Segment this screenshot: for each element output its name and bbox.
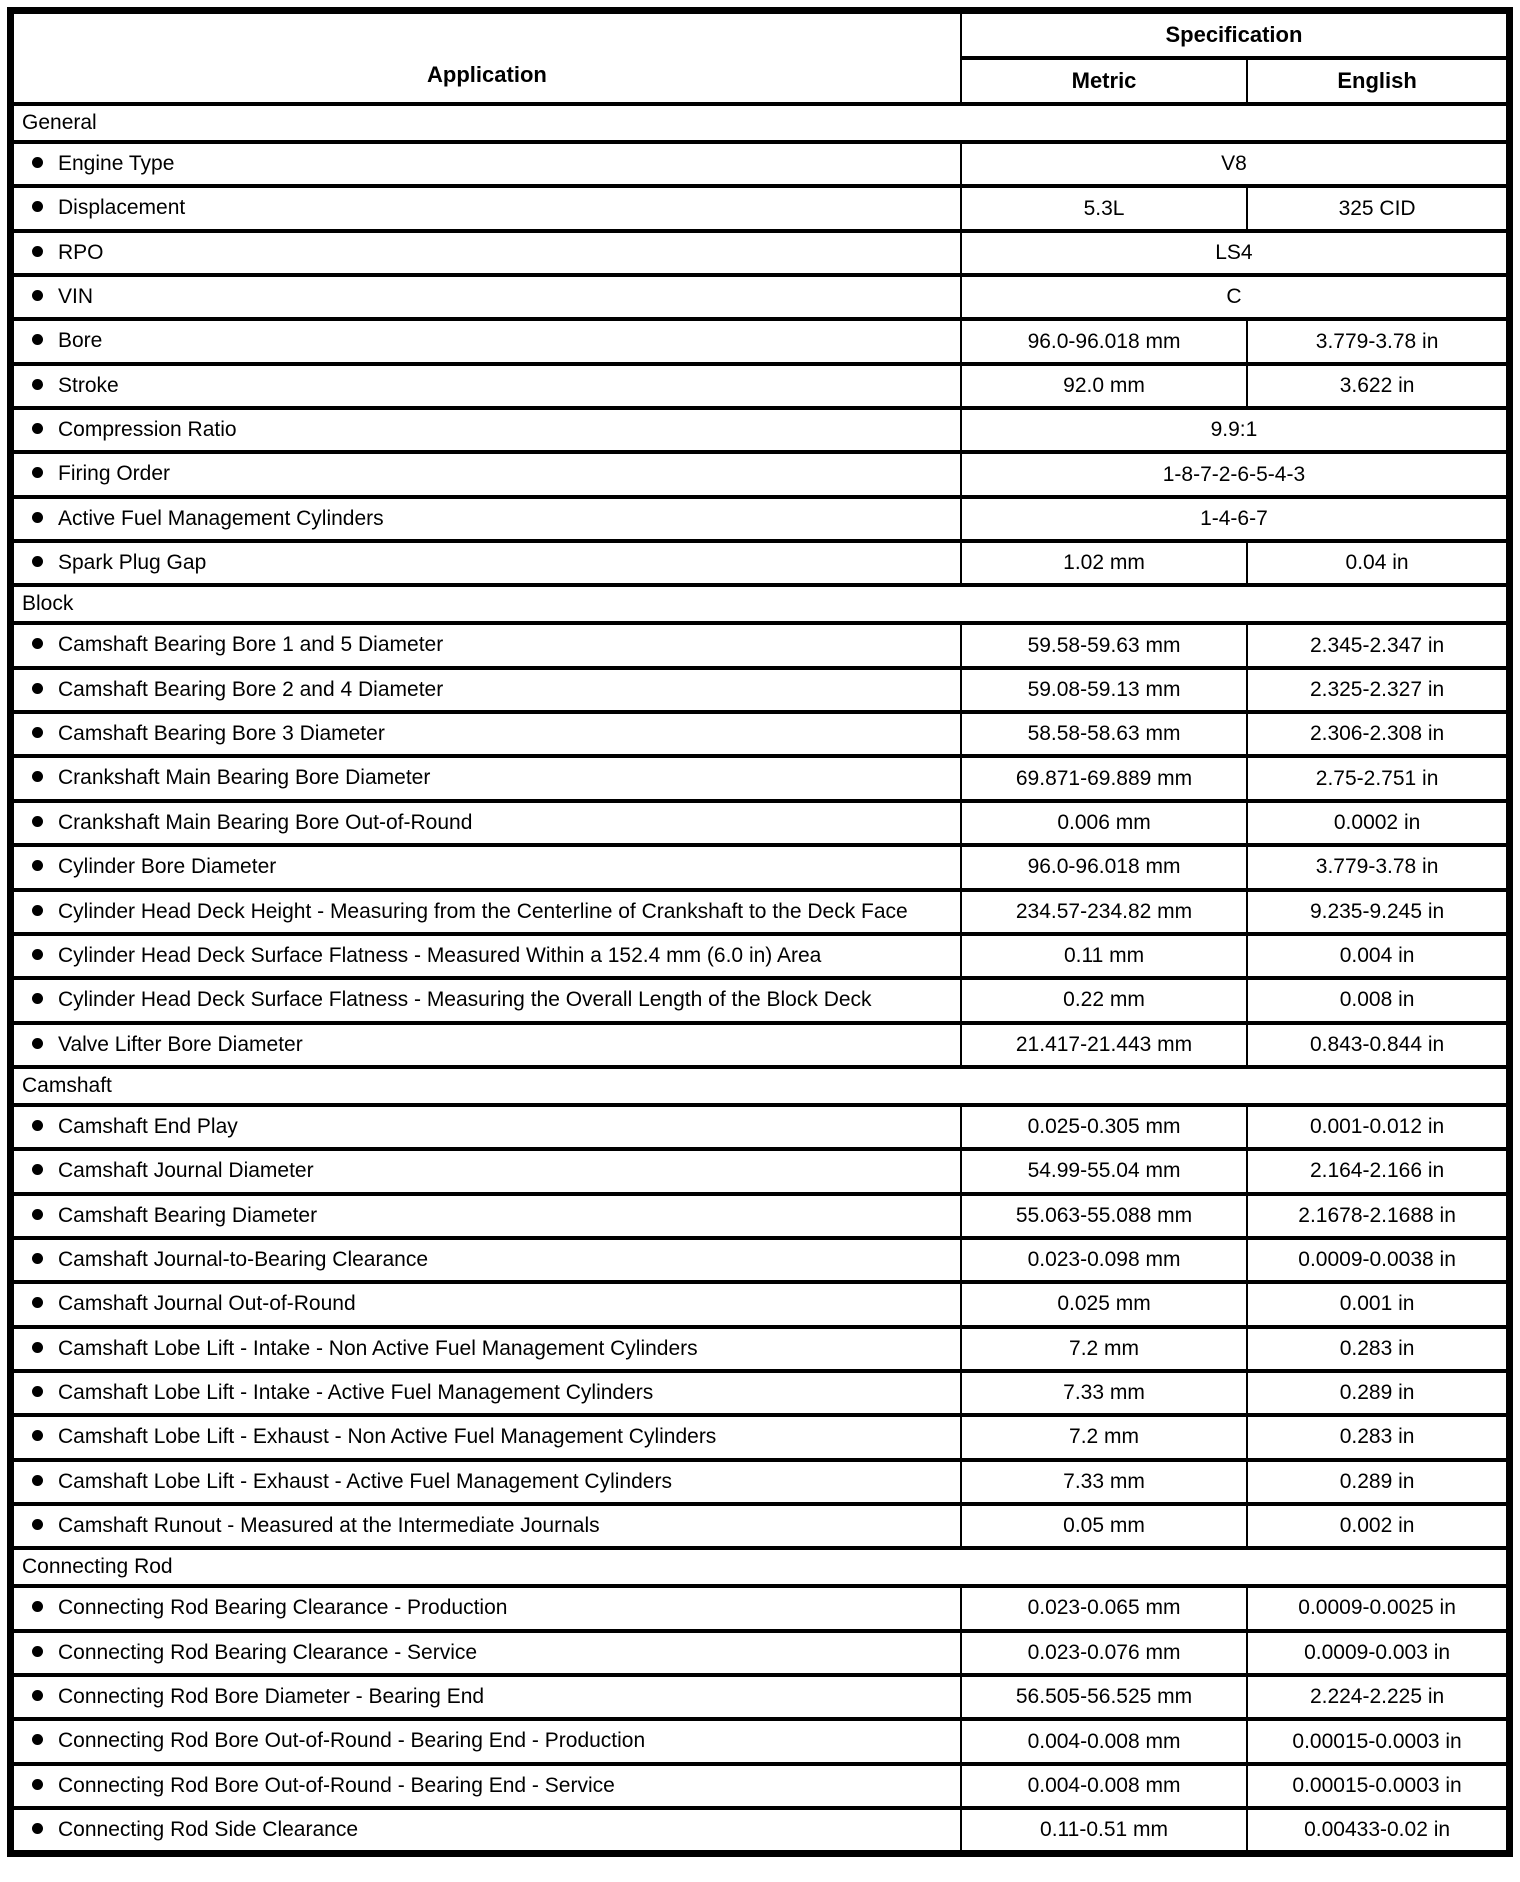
application-label: Cylinder Head Deck Surface Flatness - Measuring the Overall Length of the Block Deck: [58, 988, 872, 1012]
table-row: [11, 408, 1510, 452]
bullet-icon: [32, 1342, 43, 1353]
table-row: [11, 623, 1510, 667]
metric-value: 0.11-0.51 mm: [961, 1808, 1247, 1854]
table-row: [11, 142, 1510, 186]
specification-column-header: Specification: [961, 11, 1510, 59]
english-value: 0.289 in: [1247, 1371, 1509, 1415]
bullet-icon: [32, 467, 43, 478]
application-cell: [11, 845, 961, 889]
metric-value: 59.08-59.13 mm: [961, 668, 1247, 712]
section-row: [11, 1067, 1510, 1105]
application-cell: [11, 319, 961, 363]
application-cell: [11, 756, 961, 800]
english-column-header: English: [1247, 58, 1509, 104]
metric-value: 96.0-96.018 mm: [961, 845, 1247, 889]
application-label: Camshaft Lobe Lift - Intake - Active Fuel Management Cylinders: [58, 1380, 654, 1404]
bullet-icon: [32, 1690, 43, 1701]
table-row: [11, 541, 1510, 585]
metric-value: 0.023-0.065 mm: [961, 1586, 1247, 1630]
application-cell: [11, 186, 961, 230]
table-row: [11, 1808, 1510, 1854]
table-row: [11, 452, 1510, 496]
application-cell: [11, 452, 961, 496]
spec-value-combined: 1-4-6-7: [961, 497, 1510, 541]
metric-value: 56.505-56.525 mm: [961, 1675, 1247, 1719]
bullet-icon: [32, 727, 43, 738]
application-label: Compression Ratio: [58, 418, 237, 442]
metric-value: 0.05 mm: [961, 1504, 1247, 1548]
section-title: Connecting Rod: [11, 1548, 1510, 1586]
bullet-icon: [32, 157, 43, 168]
english-value: 0.00015-0.0003 in: [1247, 1764, 1509, 1808]
application-label: Spark Plug Gap: [58, 551, 207, 575]
bullet-icon: [32, 201, 43, 212]
metric-value: 21.417-21.443 mm: [961, 1023, 1247, 1067]
metric-value: 0.004-0.008 mm: [961, 1719, 1247, 1763]
bullet-icon: [32, 683, 43, 694]
application-label: Connecting Rod Bore Out-of-Round - Bearing End - Production: [58, 1729, 646, 1753]
table-row: [11, 1460, 1510, 1504]
application-cell: [11, 364, 961, 408]
table-row: [11, 1415, 1510, 1459]
application-label: Camshaft Bearing Bore 1 and 5 Diameter: [58, 633, 444, 657]
english-value: 0.04 in: [1247, 541, 1509, 585]
bullet-icon: [32, 1253, 43, 1264]
table-row: [11, 1371, 1510, 1415]
table-row: [11, 1023, 1510, 1067]
spec-value-combined: 1-8-7-2-6-5-4-3: [961, 452, 1510, 496]
engine-spec-table: [7, 7, 1513, 1857]
english-value: 3.779-3.78 in: [1247, 319, 1509, 363]
english-value: 0.283 in: [1247, 1415, 1509, 1459]
application-label: Camshaft Journal-to-Bearing Clearance: [58, 1247, 429, 1271]
application-cell: [11, 1460, 961, 1504]
bullet-icon: [32, 379, 43, 390]
table-row: [11, 1238, 1510, 1282]
english-value: 3.779-3.78 in: [1247, 845, 1509, 889]
table-row: [11, 186, 1510, 230]
section-row: [11, 104, 1510, 142]
metric-value: 0.004-0.008 mm: [961, 1764, 1247, 1808]
application-cell: [11, 1371, 961, 1415]
english-value: 0.289 in: [1247, 1460, 1509, 1504]
metric-value: 234.57-234.82 mm: [961, 890, 1247, 934]
application-cell: [11, 668, 961, 712]
metric-value: 0.025 mm: [961, 1282, 1247, 1326]
table-row: [11, 1504, 1510, 1548]
table-row: [11, 364, 1510, 408]
metric-value: 0.023-0.098 mm: [961, 1238, 1247, 1282]
bullet-icon: [32, 1164, 43, 1175]
application-label: Camshaft Lobe Lift - Intake - Non Active Fuel Management Cylinders: [58, 1336, 698, 1360]
english-value: 2.345-2.347 in: [1247, 623, 1509, 667]
application-cell: [11, 497, 961, 541]
table-row: [11, 756, 1510, 800]
application-cell: [11, 142, 961, 186]
english-value: 0.00433-0.02 in: [1247, 1808, 1509, 1854]
table-row: [11, 1105, 1510, 1149]
table-row: [11, 845, 1510, 889]
english-value: 0.001-0.012 in: [1247, 1105, 1509, 1149]
table-row: [11, 1282, 1510, 1326]
bullet-icon: [32, 1519, 43, 1530]
section-title: General: [11, 104, 1510, 142]
metric-value: 7.33 mm: [961, 1460, 1247, 1504]
application-cell: [11, 1238, 961, 1282]
bullet-icon: [32, 816, 43, 827]
application-cell: [11, 712, 961, 756]
bullet-icon: [32, 290, 43, 301]
application-label: Camshaft Lobe Lift - Exhaust - Active Fuel Management Cylinders: [58, 1469, 672, 1493]
bullet-icon: [32, 1601, 43, 1612]
bullet-icon: [32, 949, 43, 960]
application-label: Cylinder Head Deck Surface Flatness - Measured Within a 152.4 mm (6.0 in) Area: [58, 943, 822, 967]
metric-value: 58.58-58.63 mm: [961, 712, 1247, 756]
section-title: Block: [11, 585, 1510, 623]
application-label: Camshaft Runout - Measured at the Intermediate Journals: [58, 1513, 600, 1537]
application-cell: [11, 1675, 961, 1719]
metric-value: 96.0-96.018 mm: [961, 319, 1247, 363]
header-row-1: [11, 11, 1510, 59]
application-label: Connecting Rod Bore Out-of-Round - Bearing End - Service: [58, 1773, 615, 1797]
application-cell: [11, 1504, 961, 1548]
section-title: Camshaft: [11, 1067, 1510, 1105]
application-cell: [11, 1808, 961, 1854]
table-row: [11, 319, 1510, 363]
spec-value-combined: LS4: [961, 231, 1510, 275]
metric-value: 0.11 mm: [961, 934, 1247, 978]
application-label: Valve Lifter Bore Diameter: [58, 1032, 303, 1056]
english-value: 2.306-2.308 in: [1247, 712, 1509, 756]
application-cell: [11, 1282, 961, 1326]
english-value: 3.622 in: [1247, 364, 1509, 408]
english-value: 0.0009-0.003 in: [1247, 1631, 1509, 1675]
application-label: Crankshaft Main Bearing Bore Diameter: [58, 766, 431, 790]
english-value: 0.002 in: [1247, 1504, 1509, 1548]
table-row: [11, 1719, 1510, 1763]
application-cell: [11, 934, 961, 978]
table-row: [11, 1149, 1510, 1193]
bullet-icon: [32, 771, 43, 782]
bullet-icon: [32, 993, 43, 1004]
application-label: Bore: [58, 329, 103, 353]
application-label: Cylinder Bore Diameter: [58, 855, 277, 879]
application-label: Camshaft Bearing Diameter: [58, 1203, 318, 1227]
table-row: [11, 890, 1510, 934]
english-value: 0.0002 in: [1247, 801, 1509, 845]
metric-value: 0.22 mm: [961, 978, 1247, 1022]
application-label: Stroke: [58, 373, 119, 397]
spec-value-combined: 9.9:1: [961, 408, 1510, 452]
english-value: 0.0009-0.0038 in: [1247, 1238, 1509, 1282]
table-row: [11, 668, 1510, 712]
bullet-icon: [32, 246, 43, 257]
application-cell: [11, 1194, 961, 1238]
application-label: Cylinder Head Deck Height - Measuring from the Centerline of Crankshaft to the Deck Face: [58, 899, 908, 923]
metric-value: 54.99-55.04 mm: [961, 1149, 1247, 1193]
application-label: RPO: [58, 240, 104, 264]
application-cell: [11, 1586, 961, 1630]
english-value: 2.164-2.166 in: [1247, 1149, 1509, 1193]
metric-value: 0.023-0.076 mm: [961, 1631, 1247, 1675]
metric-value: 7.2 mm: [961, 1415, 1247, 1459]
table-row: [11, 934, 1510, 978]
application-cell: [11, 1105, 961, 1149]
application-cell: [11, 801, 961, 845]
application-label: Connecting Rod Bore Diameter - Bearing End: [58, 1685, 485, 1708]
metric-value: 1.02 mm: [961, 541, 1247, 585]
english-value: 2.224-2.225 in: [1247, 1675, 1509, 1719]
metric-value: 0.025-0.305 mm: [961, 1105, 1247, 1149]
application-cell: [11, 231, 961, 275]
bullet-icon: [32, 1646, 43, 1657]
metric-value: 0.006 mm: [961, 801, 1247, 845]
application-cell: [11, 1719, 961, 1763]
bullet-icon: [32, 1823, 43, 1834]
english-value: 0.843-0.844 in: [1247, 1023, 1509, 1067]
metric-value: 7.2 mm: [961, 1327, 1247, 1371]
table-row: [11, 1194, 1510, 1238]
metric-value: 69.871-69.889 mm: [961, 756, 1247, 800]
table-row: [11, 275, 1510, 319]
application-label: Connecting Rod Bearing Clearance - Service: [58, 1640, 478, 1664]
application-cell: [11, 1023, 961, 1067]
bullet-icon: [32, 1734, 43, 1745]
application-label: Camshaft Bearing Bore 2 and 4 Diameter: [58, 677, 444, 701]
metric-value: 5.3L: [961, 186, 1247, 230]
spec-value-combined: V8: [961, 142, 1510, 186]
application-column-header: Application: [11, 11, 961, 105]
table-row: [11, 1764, 1510, 1808]
application-label: Connecting Rod Side Clearance: [58, 1818, 359, 1842]
bullet-icon: [32, 905, 43, 916]
application-cell: [11, 978, 961, 1022]
application-label: Crankshaft Main Bearing Bore Out-of-Round: [58, 810, 473, 834]
section-row: [11, 1548, 1510, 1586]
bullet-icon: [32, 556, 43, 567]
bullet-icon: [32, 1038, 43, 1049]
metric-column-header: Metric: [961, 58, 1247, 104]
table-row: [11, 712, 1510, 756]
table-row: [11, 1675, 1510, 1719]
application-label: Displacement: [58, 196, 186, 220]
english-value: 0.0009-0.0025 in: [1247, 1586, 1509, 1630]
bullet-icon: [32, 1779, 43, 1790]
english-value: 9.235-9.245 in: [1247, 890, 1509, 934]
table-row: [11, 1586, 1510, 1630]
application-label: Camshaft Journal Out-of-Round: [58, 1292, 356, 1316]
bullet-icon: [32, 1297, 43, 1308]
table-row: [11, 1327, 1510, 1371]
metric-value: 7.33 mm: [961, 1371, 1247, 1415]
application-label: Camshaft Lobe Lift - Exhaust - Non Active Fuel Management Cylinders: [58, 1425, 717, 1449]
application-cell: [11, 623, 961, 667]
application-label: Camshaft Bearing Bore 3 Diameter: [58, 722, 385, 746]
bullet-icon: [32, 423, 43, 434]
spec-value-combined: C: [961, 275, 1510, 319]
application-label: Firing Order: [58, 462, 171, 486]
section-row: [11, 585, 1510, 623]
table-row: [11, 497, 1510, 541]
application-cell: [11, 275, 961, 319]
application-label: Camshaft Journal Diameter: [58, 1159, 314, 1183]
english-value: 0.004 in: [1247, 934, 1509, 978]
application-cell: [11, 408, 961, 452]
application-label: Connecting Rod Bearing Clearance - Production: [58, 1596, 508, 1620]
bullet-icon: [32, 1209, 43, 1220]
application-cell: [11, 1631, 961, 1675]
english-value: 0.283 in: [1247, 1327, 1509, 1371]
table-row: [11, 1631, 1510, 1675]
metric-value: 59.58-59.63 mm: [961, 623, 1247, 667]
table-row: [11, 231, 1510, 275]
application-label: Camshaft End Play: [58, 1114, 238, 1138]
english-value: 2.75-2.751 in: [1247, 756, 1509, 800]
bullet-icon: [32, 1430, 43, 1441]
metric-value: 92.0 mm: [961, 364, 1247, 408]
table-row: [11, 801, 1510, 845]
application-cell: [11, 1327, 961, 1371]
bullet-icon: [32, 512, 43, 523]
spec-table-body: [11, 104, 1510, 1854]
english-value: 0.001 in: [1247, 1282, 1509, 1326]
english-value: 0.00015-0.0003 in: [1247, 1719, 1509, 1763]
application-label: Active Fuel Management Cylinders: [58, 506, 384, 530]
english-value: 2.1678-2.1688 in: [1247, 1194, 1509, 1238]
metric-value: 55.063-55.088 mm: [961, 1194, 1247, 1238]
application-cell: [11, 1415, 961, 1459]
english-value: 0.008 in: [1247, 978, 1509, 1022]
application-cell: [11, 890, 961, 934]
bullet-icon: [32, 1386, 43, 1397]
bullet-icon: [32, 334, 43, 345]
english-value: 2.325-2.327 in: [1247, 668, 1509, 712]
application-cell: [11, 541, 961, 585]
application-cell: [11, 1764, 961, 1808]
bullet-icon: [32, 860, 43, 871]
bullet-icon: [32, 638, 43, 649]
application-cell: [11, 1149, 961, 1193]
table-row: [11, 978, 1510, 1022]
bullet-icon: [32, 1475, 43, 1486]
bullet-icon: [32, 1120, 43, 1131]
application-label: VIN: [58, 285, 94, 309]
english-value: 325 CID: [1247, 186, 1509, 230]
application-label: Engine Type: [58, 152, 175, 175]
